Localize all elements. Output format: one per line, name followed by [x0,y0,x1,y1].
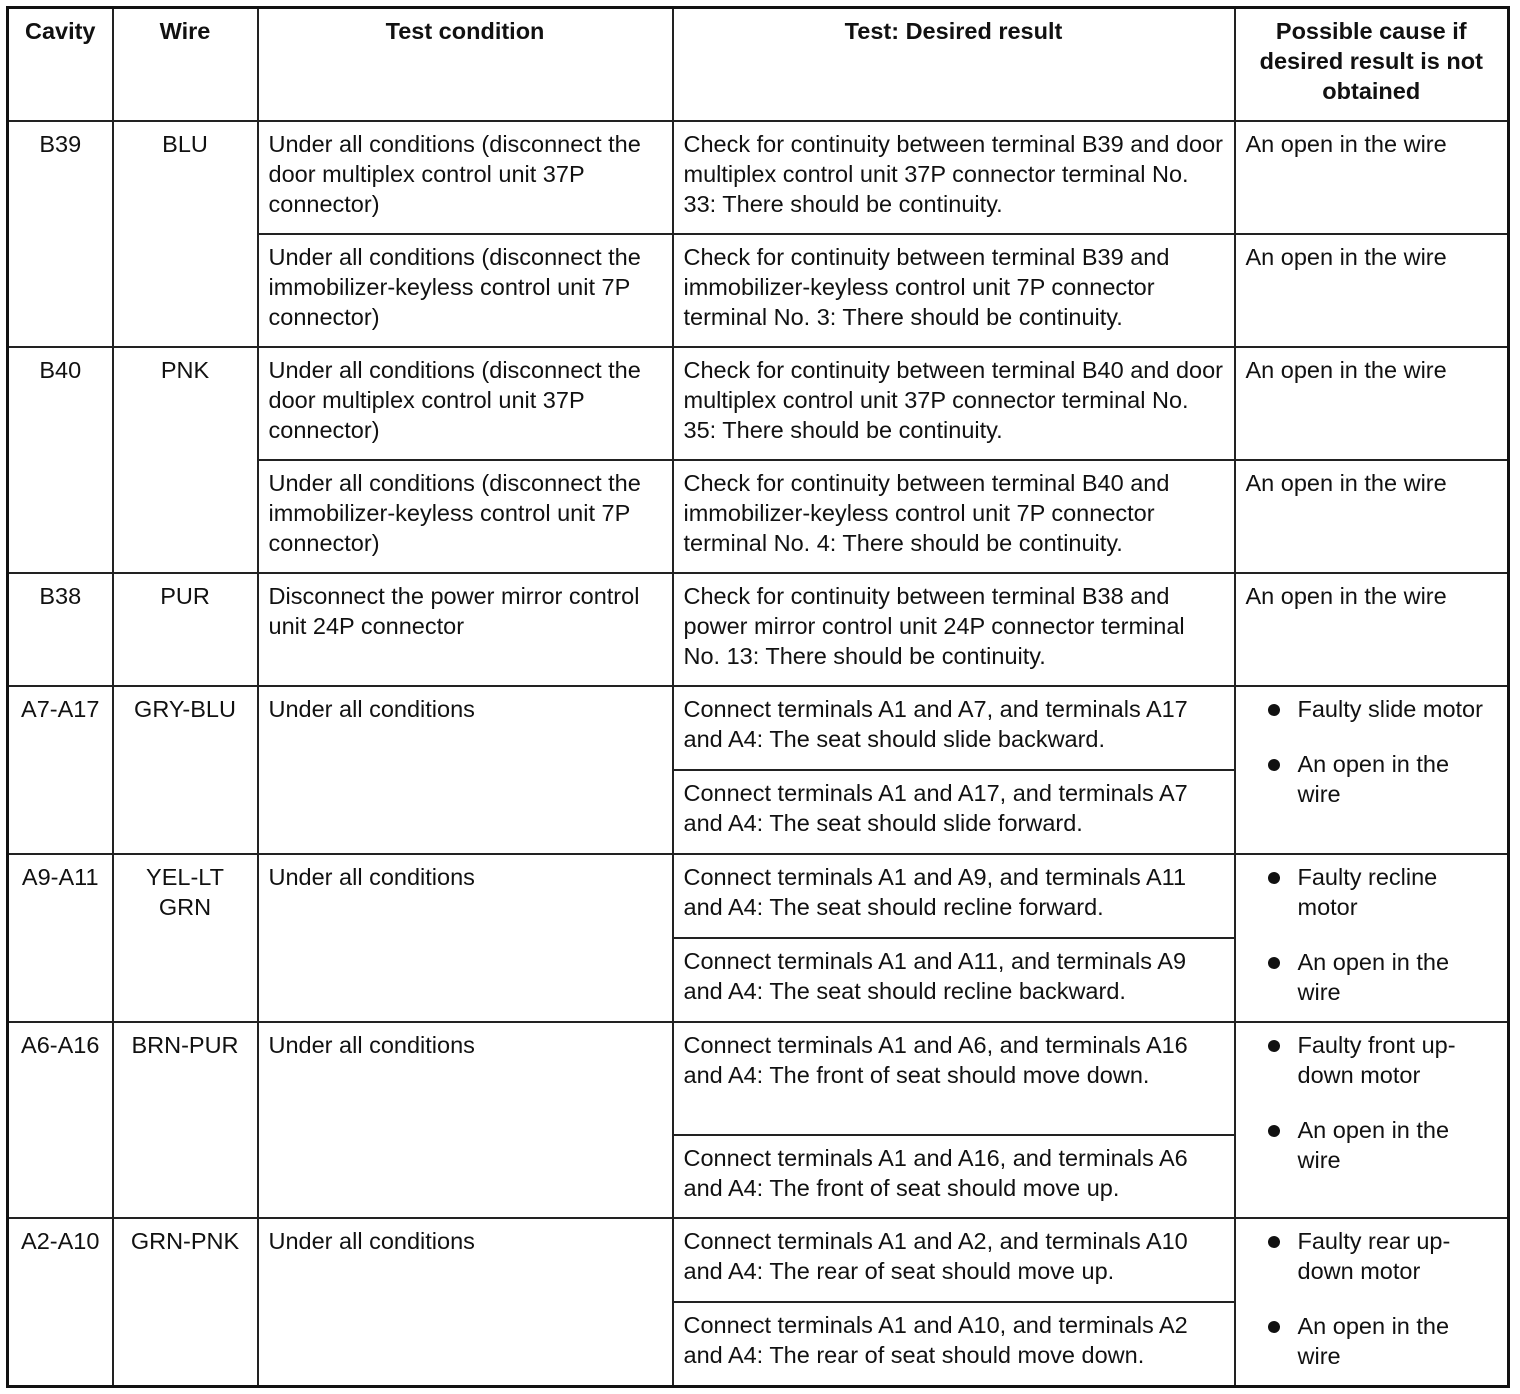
wire-cell: BLU [113,121,258,347]
cause-cell [1235,686,1509,854]
result-cell: Check for continuity between terminal B38 and power mirror control unit 24P connector terminal No. 13: There should be continuity. [673,573,1235,686]
condition-cell: Under all conditions [258,1022,673,1218]
condition-cell: Under all conditions (disconnect the immobilizer-keyless control unit 7P connector) [258,234,673,347]
result-cell: Connect terminals A1 and A6, and terminals A16 and A4: The front of seat should move down. [673,1022,1235,1135]
cause-cell: An open in the wire [1235,460,1509,573]
cause-text: Faulty slide motor [1297,695,1483,722]
bullet-icon [1268,872,1280,884]
bullet-icon [1268,759,1280,771]
table-row [8,1218,1509,1302]
result-cell: Check for continuity between terminal B40 and door multiplex control unit 37P connector terminal No. 35: There should be continuity. [673,347,1235,460]
cause-item [1246,1030,1498,1090]
table-row [8,573,1509,686]
result-cell: Connect terminals A1 and A17, and terminals A7 and A4: The seat should slide forward. [673,770,1235,854]
condition-cell: Under all conditions [258,1218,673,1386]
result-cell: Connect terminals A1 and A9, and terminals A11 and A4: The seat should recline forward. [673,854,1235,938]
result-cell: Check for continuity between terminal B39 and door multiplex control unit 37P connector terminal No. 33: There should be continuity. [673,121,1235,234]
cause-item [1246,947,1498,1007]
cavity-cell: A9-A11 [8,854,113,1022]
cause-item [1246,1115,1498,1175]
wire-cell: PUR [113,573,258,686]
cavity-cell: B38 [8,573,113,686]
cause-item [1246,1226,1498,1286]
table-row [8,1022,1509,1135]
header-row [8,8,1509,121]
cause-item [1246,862,1498,922]
result-cell: Connect terminals A1 and A7, and terminals A17 and A4: The seat should slide backward. [673,686,1235,770]
cause-cell: An open in the wire [1235,347,1509,460]
result-cell: Connect terminals A1 and A10, and terminals A2 and A4: The rear of seat should move down. [673,1302,1235,1386]
bullet-icon [1268,1321,1280,1333]
table-row [8,686,1509,770]
cause-cell [1235,1022,1509,1218]
result-cell: Connect terminals A1 and A2, and terminals A10 and A4: The rear of seat should move up. [673,1218,1235,1302]
header-desired-result: Test: Desired result [673,8,1235,121]
cause-list [1246,1030,1498,1175]
header-wire: Wire [113,8,258,121]
cavity-cell: A7-A17 [8,686,113,854]
cause-text: Faulty recline motor [1297,864,1438,921]
cause-cell: An open in the wire [1235,234,1509,347]
result-cell: Check for continuity between terminal B40 and immobilizer-keyless control unit 7P connector terminal No. 4: There should be continuity. [673,460,1235,573]
bullet-icon [1268,1236,1280,1248]
wire-cell: PNK [113,347,258,573]
cause-text: An open in the wire [1297,949,1450,1006]
header-cavity: Cavity [8,8,113,121]
cavity-cell: B40 [8,347,113,573]
result-cell: Connect terminals A1 and A11, and terminals A9 and A4: The seat should recline backward. [673,938,1235,1022]
wire-cell: GRY-BLU [113,686,258,854]
condition-cell: Under all conditions (disconnect the door multiplex control unit 37P connector) [258,347,673,460]
troubleshooting-table [6,6,1510,1388]
cause-item [1246,694,1498,724]
condition-cell: Under all conditions [258,854,673,1022]
cause-list [1246,1226,1498,1371]
condition-cell: Disconnect the power mirror control unit 24P connector [258,573,673,686]
cause-text: Faulty rear up-down motor [1297,1228,1451,1285]
cause-list [1246,694,1498,809]
bullet-icon [1268,1125,1280,1137]
cause-cell [1235,1218,1509,1386]
wire-cell: BRN-PUR [113,1022,258,1218]
wire-cell: GRN-PNK [113,1218,258,1386]
condition-cell: Under all conditions (disconnect the immobilizer-keyless control unit 7P connector) [258,460,673,573]
cavity-cell: A6-A16 [8,1022,113,1218]
cause-item [1246,1311,1498,1371]
bullet-icon [1268,1040,1280,1052]
cause-list [1246,862,1498,1007]
cause-text: An open in the wire [1297,750,1450,807]
cause-cell: An open in the wire [1235,121,1509,234]
header-possible-cause: Possible cause if desired result is not obtained [1235,8,1509,121]
cause-cell [1235,854,1509,1022]
cavity-cell: B39 [8,121,113,347]
cause-text: An open in the wire [1297,1117,1450,1174]
bullet-icon [1268,957,1280,969]
wire-cell: YEL-LT GRN [113,854,258,1022]
header-test-condition: Test condition [258,8,673,121]
table-row [8,854,1509,938]
cavity-cell: A2-A10 [8,1218,113,1386]
cause-text: An open in the wire [1297,1313,1450,1370]
cause-text: Faulty front up-down motor [1297,1032,1456,1089]
result-cell: Connect terminals A1 and A16, and terminals A6 and A4: The front of seat should move up. [673,1135,1235,1218]
condition-cell: Under all conditions [258,686,673,854]
table-row [8,121,1509,234]
bullet-icon [1268,704,1280,716]
condition-cell: Under all conditions (disconnect the door multiplex control unit 37P connector) [258,121,673,234]
result-cell: Check for continuity between terminal B39 and immobilizer-keyless control unit 7P connector terminal No. 3: There should be continuity. [673,234,1235,347]
table-row [8,347,1509,460]
cause-cell: An open in the wire [1235,573,1509,686]
cause-item [1246,749,1498,809]
